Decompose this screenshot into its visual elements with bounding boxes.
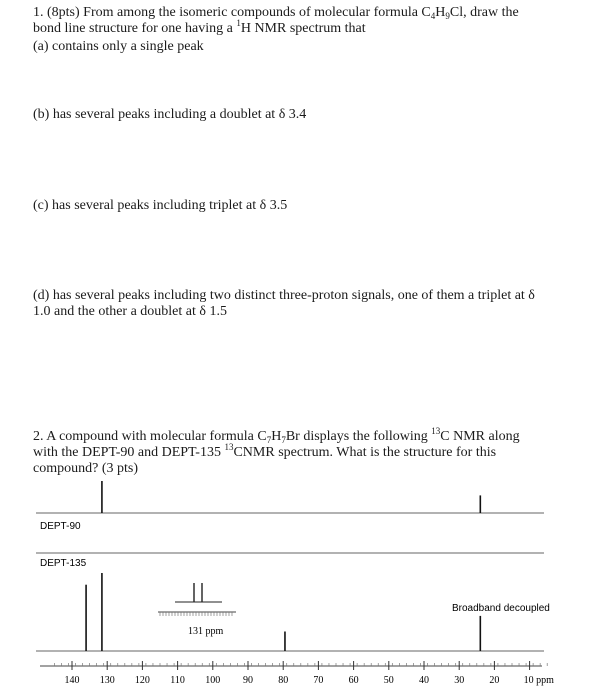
formula-h: H [435, 5, 446, 20]
x-tick-label: 130 [99, 675, 115, 686]
q2-line2-suffix: CNMR spectrum. What is the structure for this [233, 445, 497, 460]
inset-label: 131 ppm [188, 626, 224, 637]
q1-sup: 1 [236, 18, 241, 28]
q2-formula-h: H [271, 429, 282, 444]
x-tick-label: 30 [454, 675, 465, 686]
nmr-spectrum [0, 478, 604, 700]
q2-line1 [33, 426, 520, 445]
x-tick-label: 20 [489, 675, 500, 686]
inset-expansion [158, 583, 236, 637]
q1-line1 [33, 5, 519, 21]
q2-line2-text: with the DEPT-90 and DEPT-135 [33, 445, 225, 460]
x-tick-label: 80 [278, 675, 289, 686]
x-tick-label: 40 [419, 675, 429, 686]
q2-intro: 2. A compound with molecular formula C [33, 429, 267, 444]
q1-part-b: (b) has several peaks including a doublet at δ 3.4 [33, 107, 307, 122]
q1-intro-suffix: Cl, draw the [449, 5, 519, 20]
x-tick-label: 10 ppm [523, 675, 554, 686]
panel-label-dept90: DEPT-90 [40, 521, 81, 532]
x-tick-label: 50 [383, 675, 394, 686]
q2-line3: compound? (3 pts) [33, 461, 138, 476]
q2-sup-1: 13 [431, 426, 441, 436]
q1-part-c: (c) has several peaks including triplet at δ 3.5 [33, 198, 288, 213]
q2-intro-mid: Br displays the following [285, 429, 432, 444]
formula-sub-c: 4 [430, 11, 436, 21]
x-tick-label: 120 [134, 675, 150, 686]
q1-line2 [33, 18, 366, 37]
q2-formula-sub-c: 7 [266, 435, 272, 445]
formula-sub-h: 9 [445, 11, 450, 21]
q2-intro-suffix: C NMR along [440, 429, 520, 444]
q2-line2 [33, 442, 497, 461]
x-tick-label: 100 [205, 675, 221, 686]
x-tick-label: 110 [170, 675, 185, 686]
q1-part-d-line1: (d) has several peaks including two distinct three-proton signals, one of them a triplet at δ [33, 288, 535, 303]
x-tick-label: 70 [313, 675, 324, 686]
q1-part-a: (a) contains only a single peak [33, 39, 204, 54]
x-tick-label: 140 [64, 675, 80, 686]
x-tick-label: 90 [243, 675, 253, 686]
q1-intro: 1. (8pts) From among the isomeric compounds of molecular formula C [33, 5, 431, 20]
broadband-label: Broadband decoupled [452, 603, 550, 614]
panel-label-dept135: DEPT-135 [40, 558, 87, 569]
x-tick-label: 60 [348, 675, 359, 686]
q2-formula-sub-h: 7 [281, 435, 286, 445]
q1-line2-suffix: H NMR spectrum that [240, 21, 366, 36]
q1-part-d-line2: 1.0 and the other a doublet at δ 1.5 [33, 304, 227, 319]
q2-sup-2: 13 [224, 442, 234, 452]
q1-line2-text: bond line structure for one having a [33, 21, 237, 36]
